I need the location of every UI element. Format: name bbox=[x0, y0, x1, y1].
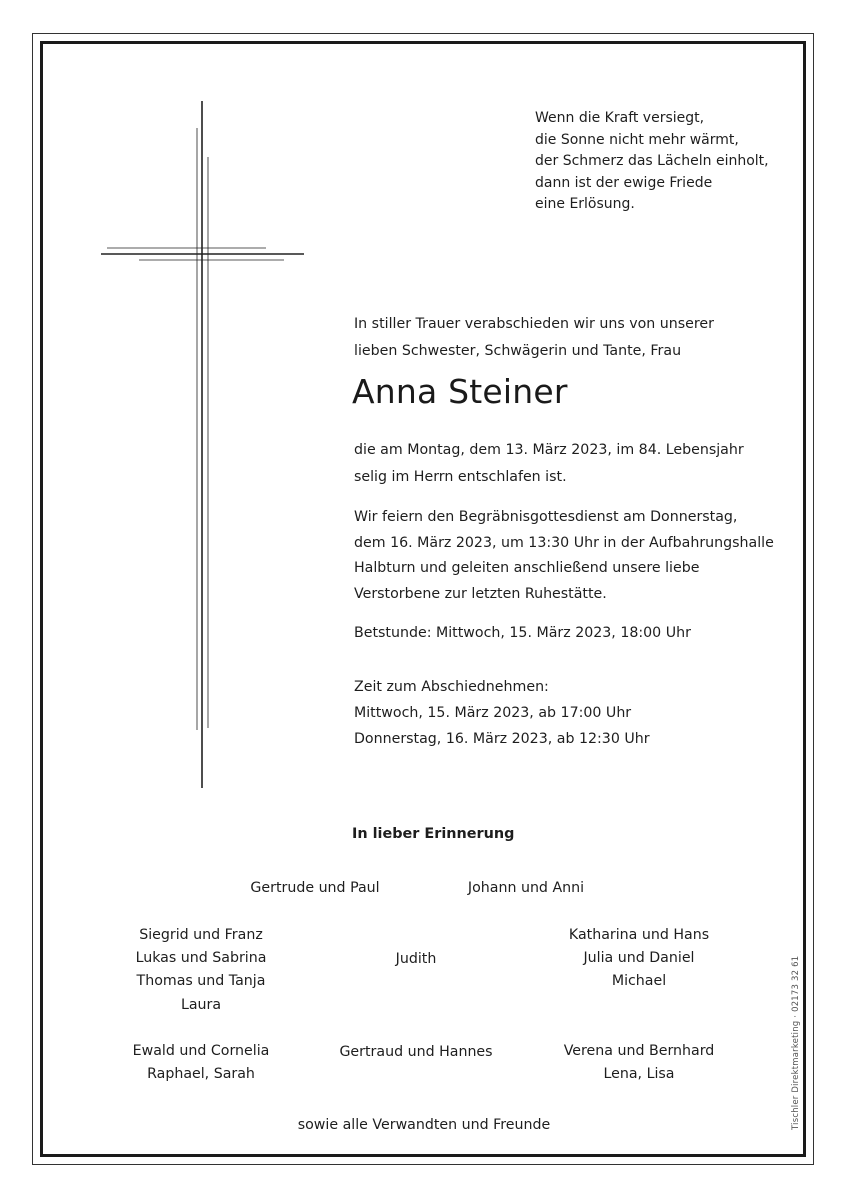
poem-line: die Sonne nicht mehr wärmt, bbox=[535, 131, 739, 148]
poem-line: Wenn die Kraft versiegt, bbox=[535, 110, 705, 126]
intro-line-1: In stiller Trauer verabschieden wir uns von unserer bbox=[354, 316, 714, 332]
mourner-line: Julia und Daniel bbox=[583, 950, 695, 967]
mourner-bottom-right bbox=[564, 1040, 715, 1086]
mourner-right-group bbox=[569, 924, 709, 994]
mourner-line: Ewald und Cornelia bbox=[132, 1043, 270, 1059]
poem-line: eine Erlösung. bbox=[535, 196, 635, 213]
mourner-left-group bbox=[136, 924, 267, 1017]
poem bbox=[535, 108, 769, 216]
memory-heading: In lieber Erinnerung bbox=[352, 826, 515, 842]
mourner-line: Thomas und Tanja bbox=[136, 973, 266, 990]
viewing-title: Zeit zum Abschiednehmen: bbox=[354, 679, 549, 695]
poem-line: der Schmerz das Lächeln einholt, bbox=[535, 153, 769, 170]
mourner-line: Siegrid und Franz bbox=[139, 927, 263, 943]
service-line-3: Halbturn und geleiten anschließend unsere liebe bbox=[354, 560, 700, 576]
mourner-line: Raphael, Sarah bbox=[147, 1066, 255, 1083]
poem-line: dann ist der ewige Friede bbox=[535, 174, 713, 191]
service-line-2: dem 16. März 2023, um 13:30 Uhr in der Aufbahrungshalle bbox=[354, 535, 774, 551]
service-line-1: Wir feiern den Begräbnisgottesdienst am Donnerstag, bbox=[354, 509, 738, 525]
mourner-line: Lena, Lisa bbox=[603, 1066, 675, 1083]
intro-line-2: lieben Schwester, Schwägerin und Tante, Frau bbox=[354, 343, 682, 359]
closing-line: sowie alle Verwandten und Freunde bbox=[297, 1117, 551, 1133]
viewing-line-2: Donnerstag, 16. März 2023, ab 12:30 Uhr bbox=[354, 731, 650, 747]
mourner-line: Michael bbox=[611, 973, 667, 990]
deceased-name: Anna Steiner bbox=[352, 372, 568, 411]
mourner-line: Lukas und Sabrina bbox=[135, 950, 267, 967]
mourner-bottom-left bbox=[133, 1040, 270, 1086]
mourner-row1-left: Gertrude und Paul bbox=[250, 880, 380, 896]
viewing-line-1: Mittwoch, 15. März 2023, ab 17:00 Uhr bbox=[354, 705, 632, 721]
mourner-line: Verena und Bernhard bbox=[563, 1043, 715, 1059]
mourner-line: Laura bbox=[180, 996, 222, 1013]
service-line-4: Verstorbene zur letzten Ruhestätte. bbox=[354, 586, 607, 602]
printer-credit: Tischler Direktmarketing · 02173 32 61 bbox=[791, 955, 801, 1130]
prayer-hour: Betstunde: Mittwoch, 15. März 2023, 18:00 Uhr bbox=[354, 625, 691, 641]
mourner-bottom-center: Gertraud und Hannes bbox=[339, 1044, 493, 1060]
mourner-center-single: Judith bbox=[395, 951, 437, 967]
death-line-2: selig im Herrn entschlafen ist. bbox=[354, 469, 567, 485]
mourner-line: Katharina und Hans bbox=[568, 927, 710, 943]
death-line-1: die am Montag, dem 13. März 2023, im 84. Lebensjahr bbox=[354, 442, 744, 458]
mourner-row1-right: Johann und Anni bbox=[467, 880, 585, 896]
